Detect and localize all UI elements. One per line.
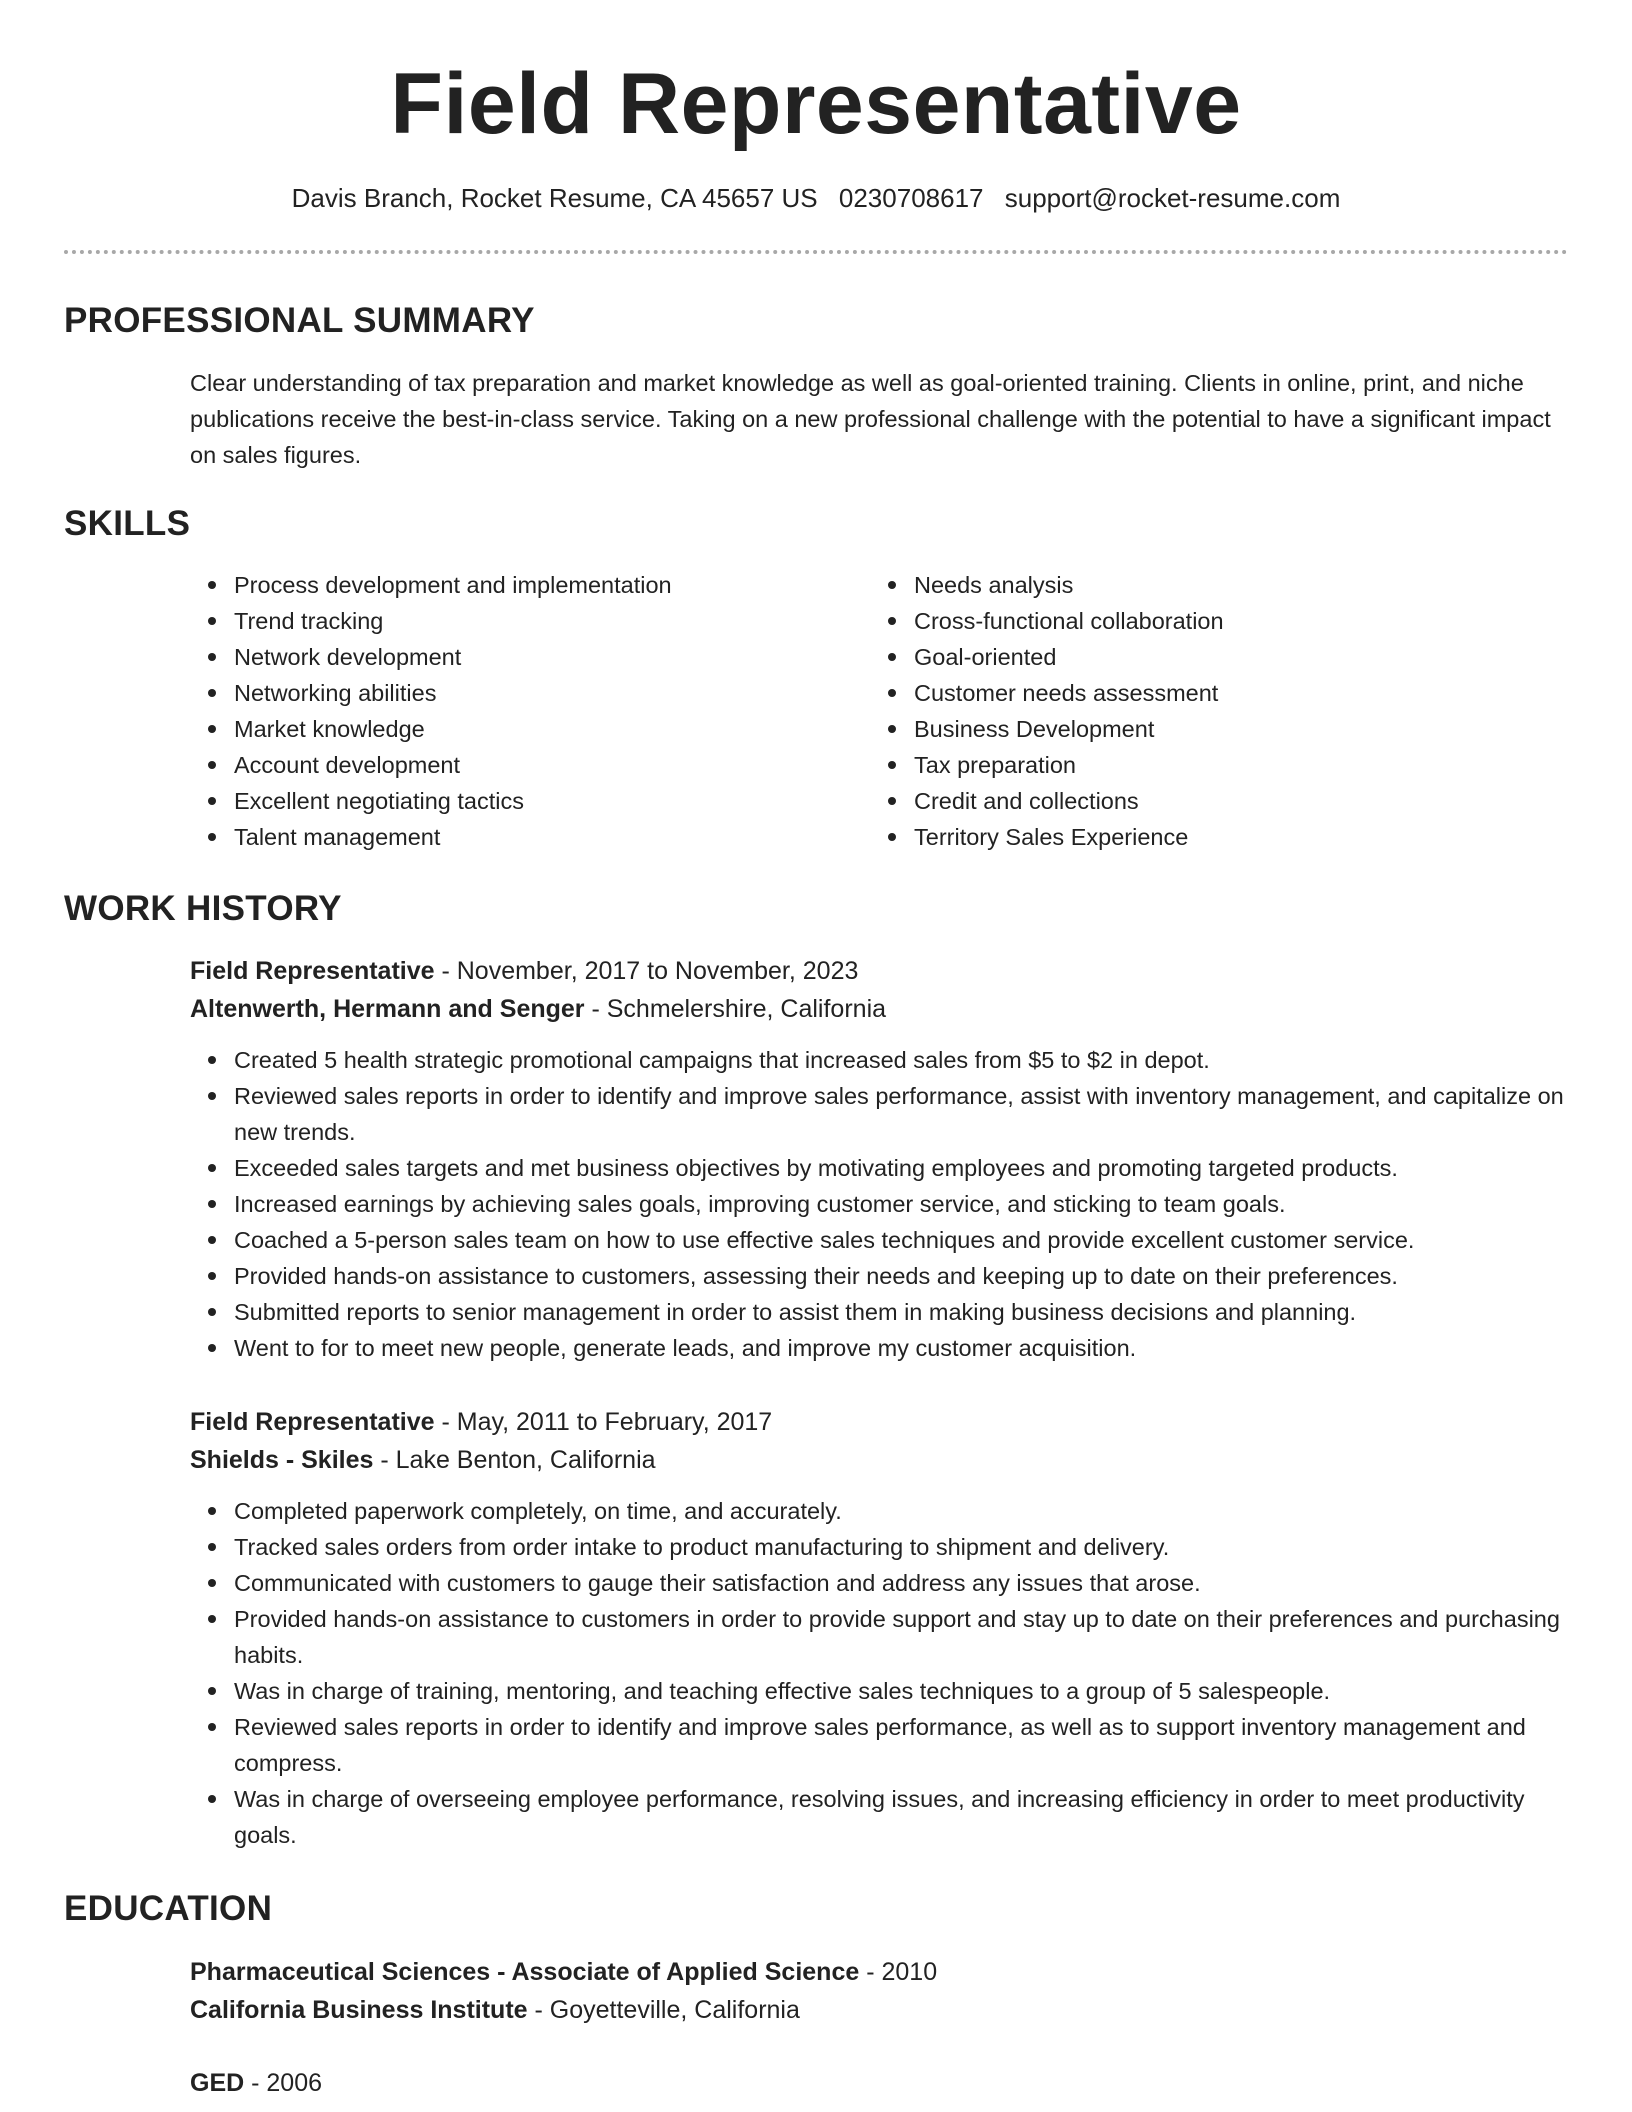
job-duties <box>190 1493 1580 1853</box>
job-location: - Lake Benton, California <box>373 1446 656 1474</box>
skill-item: Excellent negotiating tactics <box>190 783 870 819</box>
skill-item: Customer needs assessment <box>870 675 1550 711</box>
duty-item: Completed paperwork completely, on time, and accurately. <box>190 1493 1580 1529</box>
job-entry <box>190 1403 1580 1853</box>
skills-column-left <box>190 567 870 855</box>
education-entry <box>190 1953 1570 2029</box>
education-degree-line <box>190 1953 1570 1991</box>
skill-item: Account development <box>190 747 870 783</box>
duty-item: Tracked sales orders from order intake to product manufacturing to shipment and delivery. <box>190 1529 1580 1565</box>
education-degree-line <box>190 2064 1570 2102</box>
skill-item: Network development <box>190 639 870 675</box>
skill-item: Market knowledge <box>190 711 870 747</box>
duty-item: Was in charge of overseeing employee performance, resolving issues, and increasing efficiency in order to meet productivity goals. <box>190 1781 1580 1853</box>
skill-item: Business Development <box>870 711 1550 747</box>
work-history-heading: WORK HISTORY <box>64 889 342 928</box>
header-divider <box>64 250 1568 254</box>
email-address: support@rocket-resume.com <box>1004 183 1341 213</box>
address: Davis Branch, Rocket Resume, CA 45657 US <box>291 183 818 213</box>
duty-item: Coached a 5-person sales team on how to use effective sales techniques and provide excellent customer service. <box>190 1222 1580 1258</box>
job-dates: - November, 2017 to November, 2023 <box>434 957 859 985</box>
education-year: - 2010 <box>859 1958 938 1986</box>
skill-item: Networking abilities <box>190 675 870 711</box>
skills-heading: SKILLS <box>64 504 191 543</box>
summary-heading: PROFESSIONAL SUMMARY <box>64 301 535 340</box>
skills-column-right <box>870 567 1550 855</box>
job-dates: - May, 2011 to February, 2017 <box>434 1408 773 1436</box>
summary-text: Clear understanding of tax preparation and market knowledge as well as goal-oriented training. Clients in online, print, and niche publications receive the best-in-class service. Taking on a new professional challenge with the potential to have a significant impact on sales figures. <box>190 370 1551 468</box>
education-location: - Goyetteville, California <box>527 1996 800 2024</box>
education-school-line <box>190 1991 1570 2029</box>
education-heading: EDUCATION <box>64 1889 273 1928</box>
skills-list <box>190 567 1570 855</box>
job-location: - Schmelershire, California <box>584 995 887 1023</box>
duty-item: Communicated with customers to gauge their satisfaction and address any issues that arose. <box>190 1565 1580 1601</box>
skill-item: Needs analysis <box>870 567 1550 603</box>
skill-item: Process development and implementation <box>190 567 870 603</box>
job-company: Shields - Skiles <box>190 1446 374 1474</box>
phone-number: 0230708617 <box>838 183 984 213</box>
duty-item: Provided hands-on assistance to customers in order to provide support and stay up to date on their preferences and purchasing habits. <box>190 1601 1580 1673</box>
education-degree: Pharmaceutical Sciences - Associate of Applied Science <box>190 1958 860 1986</box>
job-duties <box>190 1042 1580 1366</box>
job-entry <box>190 952 1580 1366</box>
job-company: Altenwerth, Hermann and Senger <box>190 995 585 1023</box>
duty-item: Went to for to meet new people, generate leads, and improve my customer acquisition. <box>190 1330 1580 1366</box>
duty-item: Was in charge of training, mentoring, and teaching effective sales techniques to a group of 5 salespeople. <box>190 1673 1580 1709</box>
skill-item: Credit and collections <box>870 783 1550 819</box>
job-title-line <box>190 952 1580 990</box>
education-year: - 2006 <box>244 2069 323 2097</box>
duty-item: Provided hands-on assistance to customers, assessing their needs and keeping up to date on their preferences. <box>190 1258 1580 1294</box>
duty-item: Created 5 health strategic promotional campaigns that increased sales from $5 to $2 in depot. <box>190 1042 1580 1078</box>
education-entry <box>190 2064 1570 2102</box>
duty-item: Exceeded sales targets and met business objectives by motivating employees and promoting targeted products. <box>190 1150 1580 1186</box>
duty-item: Reviewed sales reports in order to identify and improve sales performance, as well as to support inventory management and compress. <box>190 1709 1580 1781</box>
job-role: Field Representative <box>190 1408 435 1436</box>
job-company-line <box>190 1441 1580 1479</box>
skill-item: Goal-oriented <box>870 639 1550 675</box>
duty-item: Increased earnings by achieving sales goals, improving customer service, and sticking to team goals. <box>190 1186 1580 1222</box>
skill-item: Territory Sales Experience <box>870 819 1550 855</box>
contact-line <box>0 180 1632 216</box>
job-company-line <box>190 990 1580 1028</box>
job-role: Field Representative <box>190 957 435 985</box>
candidate-name: Field Representative <box>390 56 1242 152</box>
skill-item: Cross-functional collaboration <box>870 603 1550 639</box>
duty-item: Reviewed sales reports in order to identify and improve sales performance, assist with inventory management, and capitalize on new trends. <box>190 1078 1580 1150</box>
skill-item: Trend tracking <box>190 603 870 639</box>
duty-item: Submitted reports to senior management in order to assist them in making business decisions and planning. <box>190 1294 1580 1330</box>
skill-item: Tax preparation <box>870 747 1550 783</box>
education-school: California Business Institute <box>190 1996 528 2024</box>
education-degree: GED <box>190 2069 245 2097</box>
skill-item: Talent management <box>190 819 870 855</box>
job-title-line <box>190 1403 1580 1441</box>
